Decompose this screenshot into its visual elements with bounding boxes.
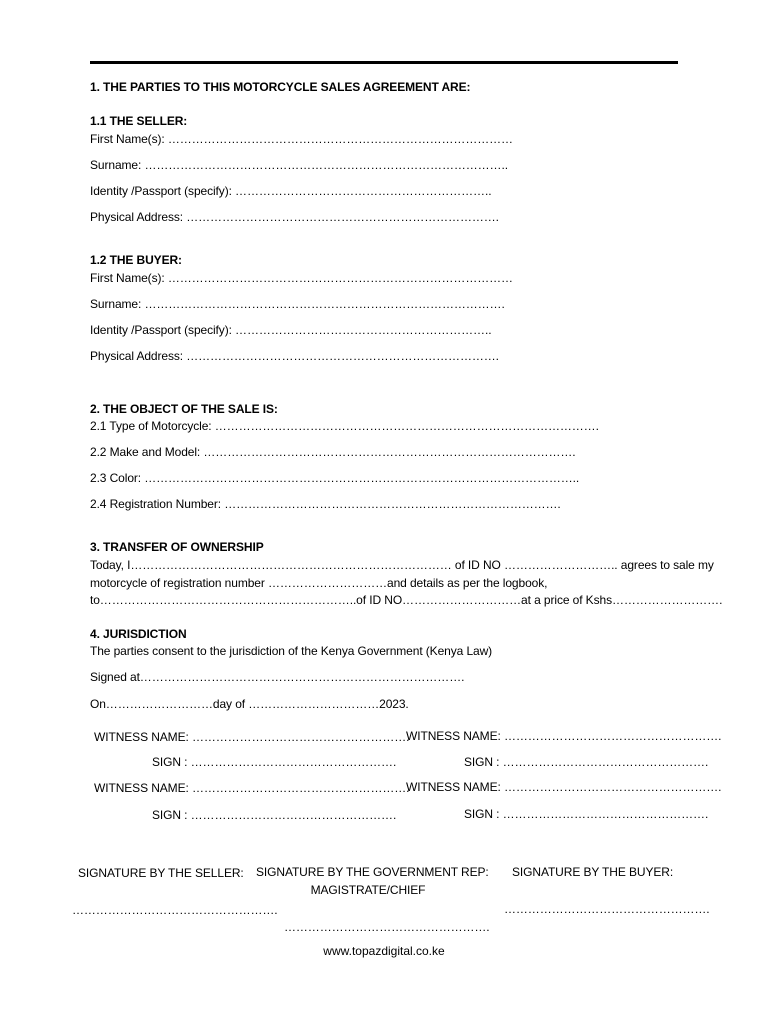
witness-sign-right-2: SIGN : ……………………………………………. [464, 807, 709, 821]
transfer-line-3: to………………………………………………………..of ID NO…………………………at a price of Kshs………………………. [90, 593, 723, 607]
date-field: On………………………day of ……………………………2023. [90, 697, 409, 711]
buyer-first-name-field: First Name(s): …………………………………………………………………………… [90, 271, 513, 285]
witness-sign-left-2: SIGN : ……………………………………………. [152, 808, 397, 822]
seller-address-field: Physical Address: ……………………………………………………………………. [90, 210, 499, 224]
transfer-heading: 3. TRANSFER OF OWNERSHIP [90, 540, 264, 554]
witness-name-left-2: WITNESS NAME: ………………………………………………. [94, 781, 410, 795]
footer-url[interactable]: www.topazdigital.co.ke [323, 944, 445, 958]
parties-heading: 1. THE PARTIES TO THIS MOTORCYCLE SALES AGREEMENT ARE: [90, 80, 471, 94]
object-heading: 2. THE OBJECT OF THE SALE IS: [90, 402, 278, 416]
seller-identity-field: Identity /Passport (specify): ……………………………………………………….. [90, 184, 492, 198]
seller-heading: 1.1 THE SELLER: [90, 114, 188, 128]
government-rep-signature-label: SIGNATURE BY THE GOVERNMENT REP: [256, 865, 489, 879]
government-rep-signature-line: ……………………………………………. [284, 920, 490, 934]
seller-signature-label: SIGNATURE BY THE SELLER: [78, 866, 244, 880]
buyer-address-field: Physical Address: ……………………………………………………………………. [90, 349, 499, 363]
witness-name-right-1: WITNESS NAME: ………………………………………………. [406, 729, 722, 743]
witness-sign-left-1: SIGN : ……………………………………………. [152, 755, 397, 769]
transfer-line-1: Today, I……………………………………………………………………… of ID NO ……………………….. agrees to sale my [90, 558, 714, 572]
witness-name-right-2: WITNESS NAME: ………………………………………………. [406, 780, 722, 794]
jurisdiction-consent: The parties consent to the jurisdiction of the Kenya Government (Kenya Law) [90, 644, 493, 658]
buyer-signature-label: SIGNATURE BY THE BUYER: [512, 865, 674, 879]
buyer-surname-field: Surname: ………………………………………………………………………………. [90, 297, 505, 311]
buyer-heading: 1.2 THE BUYER: [90, 253, 182, 267]
color-field: 2.3 Color: ……………………………………………………………………………………………….. [90, 471, 580, 485]
jurisdiction-heading: 4. JURISDICTION [90, 627, 187, 641]
buyer-signature-line: ……………………………………………. [504, 902, 710, 916]
magistrate-chief-label: MAGISTRATE/CHIEF [310, 883, 426, 897]
make-model-field: 2.2 Make and Model: …………………………………………………………………………………. [90, 445, 576, 459]
witness-sign-right-1: SIGN : ……………………………………………. [464, 755, 709, 769]
registration-number-field: 2.4 Registration Number: …………………………………………………………………………. [90, 497, 561, 511]
seller-surname-field: Surname: ……………………………………………………………………………….. [90, 158, 508, 172]
seller-signature-line: ……………………………………………. [72, 903, 278, 917]
seller-first-name-field: First Name(s): …………………………………………………………………………… [90, 132, 513, 146]
witness-name-left-1: WITNESS NAME: ………………………………………………. [94, 730, 410, 744]
signed-at-field: Signed at………………………………………………………………………. [90, 670, 465, 684]
top-rule [90, 61, 678, 64]
transfer-line-2: motorcycle of registration number …………………………and details as per the logbook, [90, 576, 548, 590]
buyer-identity-field: Identity /Passport (specify): ……………………………………………………….. [90, 323, 492, 337]
motorcycle-type-field: 2.1 Type of Motorcycle: ……………………………………………………………………………………. [90, 419, 599, 433]
